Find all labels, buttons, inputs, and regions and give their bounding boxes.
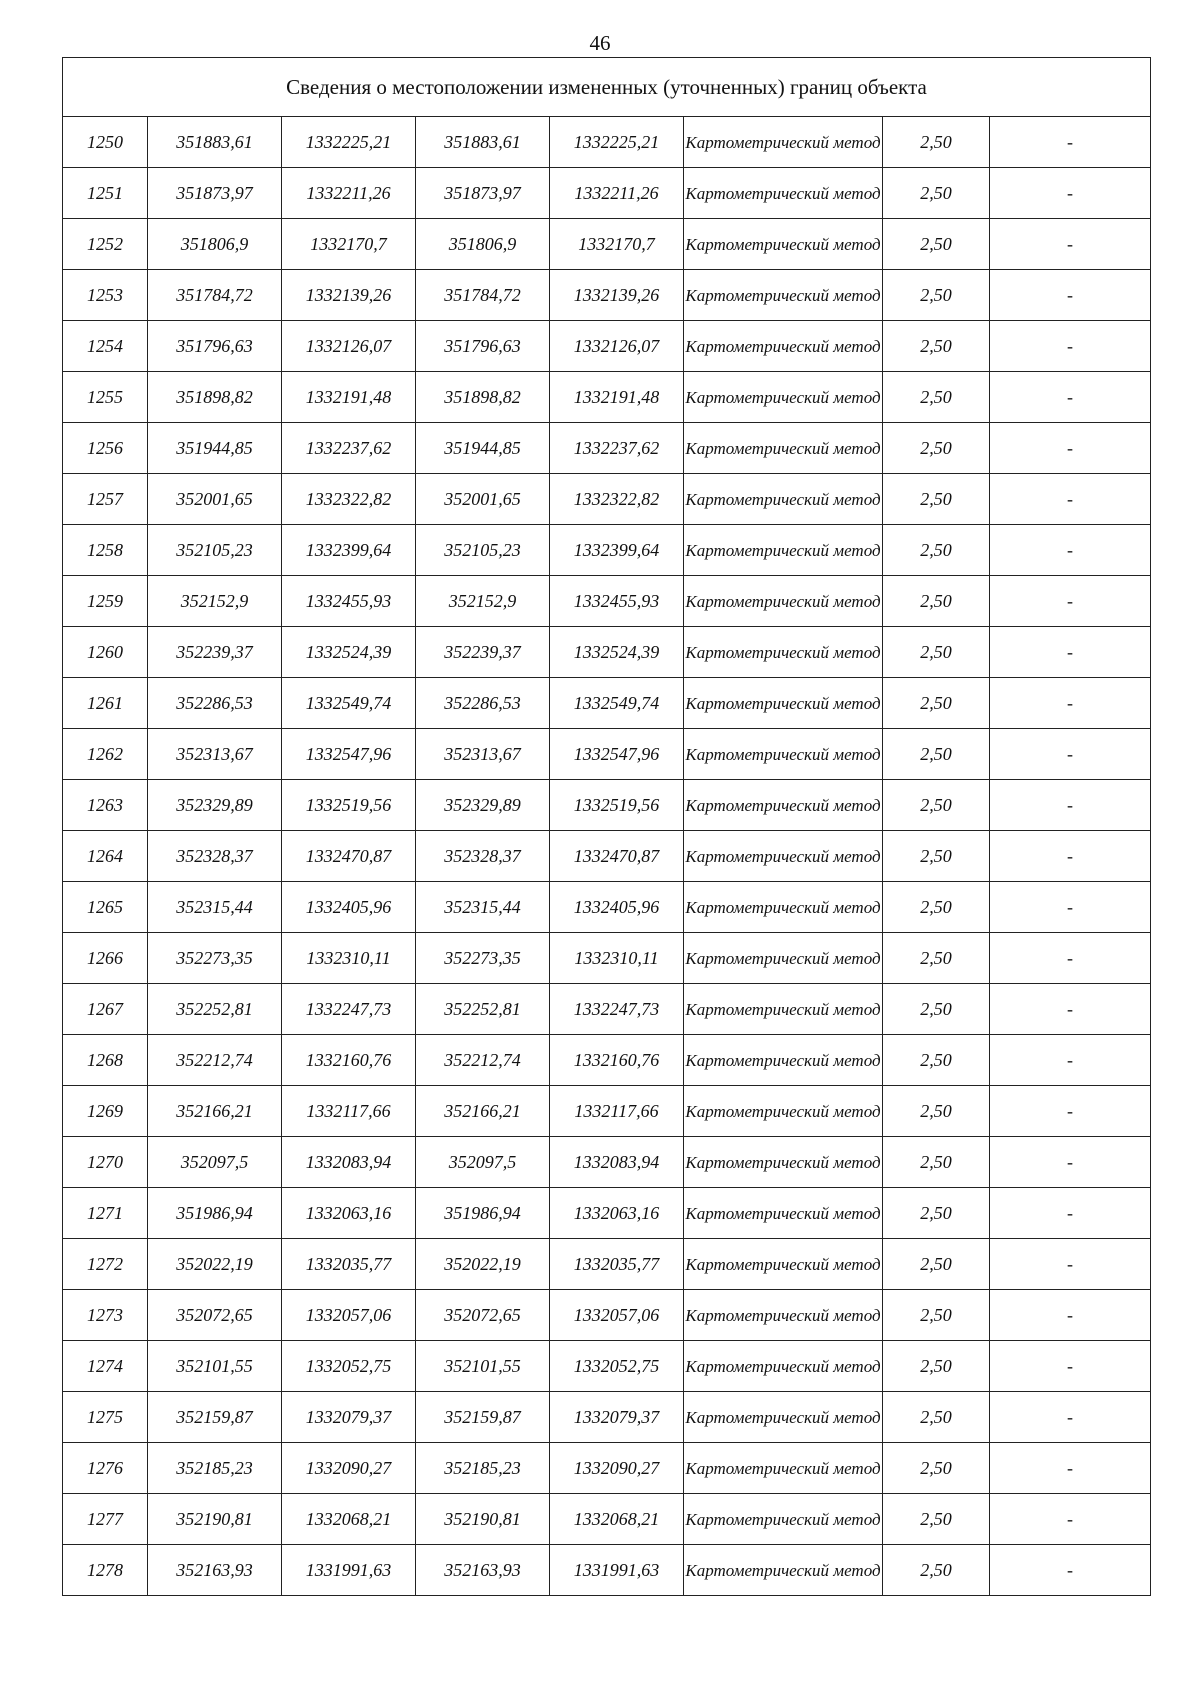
y-refined-cell: 1332139,26 xyxy=(550,270,684,321)
x-existing-cell: 352166,21 xyxy=(148,1086,282,1137)
method-cell: Картометрический метод xyxy=(684,321,883,372)
point-number-cell: 1262 xyxy=(63,729,148,780)
x-refined-cell: 352252,81 xyxy=(416,984,550,1035)
x-existing-cell: 352286,53 xyxy=(148,678,282,729)
y-existing-cell: 1332079,37 xyxy=(282,1392,416,1443)
point-number-cell: 1251 xyxy=(63,168,148,219)
x-existing-cell: 352185,23 xyxy=(148,1443,282,1494)
table-row xyxy=(63,1239,1151,1290)
table-row xyxy=(63,984,1151,1035)
y-refined-cell: 1332160,76 xyxy=(550,1035,684,1086)
method-cell: Картометрический метод xyxy=(684,780,883,831)
precision-cell: 2,50 xyxy=(883,984,990,1035)
description-cell: - xyxy=(990,1494,1151,1545)
point-number-cell: 1257 xyxy=(63,474,148,525)
y-existing-cell: 1332247,73 xyxy=(282,984,416,1035)
description-cell: - xyxy=(990,780,1151,831)
precision-cell: 2,50 xyxy=(883,933,990,984)
table-row xyxy=(63,576,1151,627)
precision-cell: 2,50 xyxy=(883,576,990,627)
y-refined-cell: 1332057,06 xyxy=(550,1290,684,1341)
x-refined-cell: 352022,19 xyxy=(416,1239,550,1290)
y-existing-cell: 1332519,56 xyxy=(282,780,416,831)
precision-cell: 2,50 xyxy=(883,627,990,678)
description-cell: - xyxy=(990,576,1151,627)
y-refined-cell: 1332455,93 xyxy=(550,576,684,627)
point-number-cell: 1274 xyxy=(63,1341,148,1392)
y-refined-cell: 1332470,87 xyxy=(550,831,684,882)
x-existing-cell: 352313,67 xyxy=(148,729,282,780)
precision-cell: 2,50 xyxy=(883,1137,990,1188)
y-refined-cell: 1332126,07 xyxy=(550,321,684,372)
table-row xyxy=(63,678,1151,729)
method-cell: Картометрический метод xyxy=(684,576,883,627)
y-existing-cell: 1332170,7 xyxy=(282,219,416,270)
y-existing-cell: 1332063,16 xyxy=(282,1188,416,1239)
y-existing-cell: 1332470,87 xyxy=(282,831,416,882)
method-cell: Картометрический метод xyxy=(684,1545,883,1596)
method-cell: Картометрический метод xyxy=(684,1392,883,1443)
x-refined-cell: 352286,53 xyxy=(416,678,550,729)
y-existing-cell: 1332090,27 xyxy=(282,1443,416,1494)
y-refined-cell: 1332068,21 xyxy=(550,1494,684,1545)
method-cell: Картометрический метод xyxy=(684,117,883,168)
x-existing-cell: 351873,97 xyxy=(148,168,282,219)
description-cell: - xyxy=(990,933,1151,984)
y-refined-cell: 1332211,26 xyxy=(550,168,684,219)
y-existing-cell: 1332455,93 xyxy=(282,576,416,627)
y-existing-cell: 1332225,21 xyxy=(282,117,416,168)
x-refined-cell: 351883,61 xyxy=(416,117,550,168)
description-cell: - xyxy=(990,1035,1151,1086)
table-row xyxy=(63,933,1151,984)
table-row xyxy=(63,780,1151,831)
table-row xyxy=(63,372,1151,423)
description-cell: - xyxy=(990,270,1151,321)
method-cell: Картометрический метод xyxy=(684,1086,883,1137)
method-cell: Картометрический метод xyxy=(684,1035,883,1086)
y-existing-cell: 1332547,96 xyxy=(282,729,416,780)
x-refined-cell: 352315,44 xyxy=(416,882,550,933)
point-number-cell: 1263 xyxy=(63,780,148,831)
method-cell: Картометрический метод xyxy=(684,882,883,933)
precision-cell: 2,50 xyxy=(883,117,990,168)
method-cell: Картометрический метод xyxy=(684,1341,883,1392)
precision-cell: 2,50 xyxy=(883,270,990,321)
precision-cell: 2,50 xyxy=(883,219,990,270)
description-cell: - xyxy=(990,984,1151,1035)
x-refined-cell: 351796,63 xyxy=(416,321,550,372)
table-caption-row xyxy=(63,58,1151,117)
point-number-cell: 1277 xyxy=(63,1494,148,1545)
description-cell: - xyxy=(990,1290,1151,1341)
method-cell: Картометрический метод xyxy=(684,1188,883,1239)
x-refined-cell: 352101,55 xyxy=(416,1341,550,1392)
y-existing-cell: 1332117,66 xyxy=(282,1086,416,1137)
x-existing-cell: 352273,35 xyxy=(148,933,282,984)
point-number-cell: 1273 xyxy=(63,1290,148,1341)
x-refined-cell: 352328,37 xyxy=(416,831,550,882)
point-number-cell: 1275 xyxy=(63,1392,148,1443)
x-existing-cell: 352315,44 xyxy=(148,882,282,933)
x-refined-cell: 352105,23 xyxy=(416,525,550,576)
precision-cell: 2,50 xyxy=(883,1290,990,1341)
method-cell: Картометрический метод xyxy=(684,270,883,321)
y-refined-cell: 1332225,21 xyxy=(550,117,684,168)
y-existing-cell: 1332126,07 xyxy=(282,321,416,372)
x-refined-cell: 352072,65 xyxy=(416,1290,550,1341)
point-number-cell: 1259 xyxy=(63,576,148,627)
description-cell: - xyxy=(990,1392,1151,1443)
table-row xyxy=(63,525,1151,576)
x-refined-cell: 352190,81 xyxy=(416,1494,550,1545)
description-cell: - xyxy=(990,321,1151,372)
y-refined-cell: 1332090,27 xyxy=(550,1443,684,1494)
description-cell: - xyxy=(990,1239,1151,1290)
point-number-cell: 1255 xyxy=(63,372,148,423)
point-number-cell: 1271 xyxy=(63,1188,148,1239)
point-number-cell: 1258 xyxy=(63,525,148,576)
x-existing-cell: 351898,82 xyxy=(148,372,282,423)
point-number-cell: 1267 xyxy=(63,984,148,1035)
point-number-cell: 1264 xyxy=(63,831,148,882)
y-refined-cell: 1332035,77 xyxy=(550,1239,684,1290)
method-cell: Картометрический метод xyxy=(684,1290,883,1341)
x-existing-cell: 351784,72 xyxy=(148,270,282,321)
method-cell: Картометрический метод xyxy=(684,168,883,219)
precision-cell: 2,50 xyxy=(883,831,990,882)
point-number-cell: 1272 xyxy=(63,1239,148,1290)
y-refined-cell: 1332247,73 xyxy=(550,984,684,1035)
y-existing-cell: 1332035,77 xyxy=(282,1239,416,1290)
description-cell: - xyxy=(990,882,1151,933)
x-existing-cell: 352105,23 xyxy=(148,525,282,576)
x-refined-cell: 352097,5 xyxy=(416,1137,550,1188)
description-cell: - xyxy=(990,1188,1151,1239)
y-existing-cell: 1332068,21 xyxy=(282,1494,416,1545)
x-refined-cell: 352159,87 xyxy=(416,1392,550,1443)
y-refined-cell: 1332322,82 xyxy=(550,474,684,525)
description-cell: - xyxy=(990,831,1151,882)
x-existing-cell: 351796,63 xyxy=(148,321,282,372)
x-refined-cell: 351944,85 xyxy=(416,423,550,474)
precision-cell: 2,50 xyxy=(883,168,990,219)
method-cell: Картометрический метод xyxy=(684,933,883,984)
x-existing-cell: 352190,81 xyxy=(148,1494,282,1545)
point-number-cell: 1276 xyxy=(63,1443,148,1494)
point-number-cell: 1278 xyxy=(63,1545,148,1596)
x-refined-cell: 352001,65 xyxy=(416,474,550,525)
table-row xyxy=(63,474,1151,525)
y-existing-cell: 1332191,48 xyxy=(282,372,416,423)
precision-cell: 2,50 xyxy=(883,1545,990,1596)
description-cell: - xyxy=(990,525,1151,576)
table-body xyxy=(63,58,1151,1596)
x-existing-cell: 352329,89 xyxy=(148,780,282,831)
description-cell: - xyxy=(990,729,1151,780)
method-cell: Картометрический метод xyxy=(684,1443,883,1494)
description-cell: - xyxy=(990,168,1151,219)
x-refined-cell: 352273,35 xyxy=(416,933,550,984)
page-number: 46 xyxy=(589,31,611,55)
x-existing-cell: 351986,94 xyxy=(148,1188,282,1239)
point-number-cell: 1261 xyxy=(63,678,148,729)
y-existing-cell: 1332310,11 xyxy=(282,933,416,984)
description-cell: - xyxy=(990,627,1151,678)
precision-cell: 2,50 xyxy=(883,1494,990,1545)
x-existing-cell: 351806,9 xyxy=(148,219,282,270)
x-existing-cell: 352152,9 xyxy=(148,576,282,627)
x-existing-cell: 352163,93 xyxy=(148,1545,282,1596)
boundary-coordinates-table xyxy=(62,57,1151,1596)
precision-cell: 2,50 xyxy=(883,474,990,525)
precision-cell: 2,50 xyxy=(883,729,990,780)
table-row xyxy=(63,423,1151,474)
point-number-cell: 1268 xyxy=(63,1035,148,1086)
table-caption: Сведения о местоположении измененных (уточненных) границ объекта xyxy=(63,58,1151,117)
y-existing-cell: 1332052,75 xyxy=(282,1341,416,1392)
x-refined-cell: 352185,23 xyxy=(416,1443,550,1494)
y-existing-cell: 1332057,06 xyxy=(282,1290,416,1341)
precision-cell: 2,50 xyxy=(883,882,990,933)
table-row xyxy=(63,1035,1151,1086)
precision-cell: 2,50 xyxy=(883,780,990,831)
method-cell: Картометрический метод xyxy=(684,729,883,780)
y-existing-cell: 1332399,64 xyxy=(282,525,416,576)
method-cell: Картометрический метод xyxy=(684,831,883,882)
method-cell: Картометрический метод xyxy=(684,525,883,576)
point-number-cell: 1250 xyxy=(63,117,148,168)
x-refined-cell: 351873,97 xyxy=(416,168,550,219)
y-refined-cell: 1332519,56 xyxy=(550,780,684,831)
y-existing-cell: 1332549,74 xyxy=(282,678,416,729)
x-refined-cell: 351784,72 xyxy=(416,270,550,321)
y-refined-cell: 1332237,62 xyxy=(550,423,684,474)
point-number-cell: 1269 xyxy=(63,1086,148,1137)
y-existing-cell: 1332083,94 xyxy=(282,1137,416,1188)
y-refined-cell: 1332191,48 xyxy=(550,372,684,423)
method-cell: Картометрический метод xyxy=(684,219,883,270)
table-row xyxy=(63,1443,1151,1494)
method-cell: Картометрический метод xyxy=(684,1494,883,1545)
method-cell: Картометрический метод xyxy=(684,678,883,729)
description-cell: - xyxy=(990,423,1151,474)
table-row xyxy=(63,627,1151,678)
description-cell: - xyxy=(990,1137,1151,1188)
table-row xyxy=(63,1494,1151,1545)
description-cell: - xyxy=(990,1086,1151,1137)
x-refined-cell: 352152,9 xyxy=(416,576,550,627)
y-refined-cell: 1332399,64 xyxy=(550,525,684,576)
description-cell: - xyxy=(990,474,1151,525)
x-existing-cell: 352022,19 xyxy=(148,1239,282,1290)
y-refined-cell: 1332170,7 xyxy=(550,219,684,270)
y-refined-cell: 1332310,11 xyxy=(550,933,684,984)
x-existing-cell: 352001,65 xyxy=(148,474,282,525)
y-existing-cell: 1332237,62 xyxy=(282,423,416,474)
x-existing-cell: 351944,85 xyxy=(148,423,282,474)
x-existing-cell: 352252,81 xyxy=(148,984,282,1035)
precision-cell: 2,50 xyxy=(883,1239,990,1290)
x-refined-cell: 352212,74 xyxy=(416,1035,550,1086)
table-row xyxy=(63,1188,1151,1239)
x-existing-cell: 352212,74 xyxy=(148,1035,282,1086)
y-existing-cell: 1332160,76 xyxy=(282,1035,416,1086)
y-existing-cell: 1332405,96 xyxy=(282,882,416,933)
x-existing-cell: 351883,61 xyxy=(148,117,282,168)
precision-cell: 2,50 xyxy=(883,525,990,576)
x-existing-cell: 352072,65 xyxy=(148,1290,282,1341)
point-number-cell: 1270 xyxy=(63,1137,148,1188)
table-row xyxy=(63,1137,1151,1188)
y-refined-cell: 1332052,75 xyxy=(550,1341,684,1392)
y-existing-cell: 1332139,26 xyxy=(282,270,416,321)
y-refined-cell: 1332405,96 xyxy=(550,882,684,933)
table-row xyxy=(63,117,1151,168)
description-cell: - xyxy=(990,219,1151,270)
y-existing-cell: 1332524,39 xyxy=(282,627,416,678)
x-refined-cell: 352313,67 xyxy=(416,729,550,780)
table-row xyxy=(63,1086,1151,1137)
table-row xyxy=(63,270,1151,321)
precision-cell: 2,50 xyxy=(883,1392,990,1443)
point-number-cell: 1254 xyxy=(63,321,148,372)
x-refined-cell: 351986,94 xyxy=(416,1188,550,1239)
table-row xyxy=(63,168,1151,219)
point-number-cell: 1253 xyxy=(63,270,148,321)
description-cell: - xyxy=(990,1443,1151,1494)
precision-cell: 2,50 xyxy=(883,1188,990,1239)
y-refined-cell: 1331991,63 xyxy=(550,1545,684,1596)
y-refined-cell: 1332083,94 xyxy=(550,1137,684,1188)
y-refined-cell: 1332063,16 xyxy=(550,1188,684,1239)
precision-cell: 2,50 xyxy=(883,1086,990,1137)
precision-cell: 2,50 xyxy=(883,372,990,423)
x-refined-cell: 351898,82 xyxy=(416,372,550,423)
y-existing-cell: 1332322,82 xyxy=(282,474,416,525)
x-refined-cell: 351806,9 xyxy=(416,219,550,270)
y-refined-cell: 1332549,74 xyxy=(550,678,684,729)
y-refined-cell: 1332547,96 xyxy=(550,729,684,780)
table-row xyxy=(63,321,1151,372)
x-existing-cell: 352101,55 xyxy=(148,1341,282,1392)
point-number-cell: 1260 xyxy=(63,627,148,678)
method-cell: Картометрический метод xyxy=(684,984,883,1035)
x-existing-cell: 352097,5 xyxy=(148,1137,282,1188)
table-row xyxy=(63,882,1151,933)
point-number-cell: 1266 xyxy=(63,933,148,984)
method-cell: Картометрический метод xyxy=(684,423,883,474)
precision-cell: 2,50 xyxy=(883,1341,990,1392)
precision-cell: 2,50 xyxy=(883,678,990,729)
table-row xyxy=(63,1545,1151,1596)
method-cell: Картометрический метод xyxy=(684,627,883,678)
point-number-cell: 1256 xyxy=(63,423,148,474)
x-existing-cell: 352159,87 xyxy=(148,1392,282,1443)
description-cell: - xyxy=(990,678,1151,729)
point-number-cell: 1265 xyxy=(63,882,148,933)
x-existing-cell: 352328,37 xyxy=(148,831,282,882)
y-existing-cell: 1331991,63 xyxy=(282,1545,416,1596)
description-cell: - xyxy=(990,1341,1151,1392)
table-row xyxy=(63,219,1151,270)
x-refined-cell: 352239,37 xyxy=(416,627,550,678)
x-refined-cell: 352163,93 xyxy=(416,1545,550,1596)
y-refined-cell: 1332079,37 xyxy=(550,1392,684,1443)
table-row xyxy=(63,1290,1151,1341)
point-number-cell: 1252 xyxy=(63,219,148,270)
x-existing-cell: 352239,37 xyxy=(148,627,282,678)
table-row xyxy=(63,1341,1151,1392)
table-row xyxy=(63,831,1151,882)
precision-cell: 2,50 xyxy=(883,423,990,474)
y-refined-cell: 1332524,39 xyxy=(550,627,684,678)
y-refined-cell: 1332117,66 xyxy=(550,1086,684,1137)
precision-cell: 2,50 xyxy=(883,1035,990,1086)
method-cell: Картометрический метод xyxy=(684,474,883,525)
method-cell: Картометрический метод xyxy=(684,1137,883,1188)
description-cell: - xyxy=(990,1545,1151,1596)
method-cell: Картометрический метод xyxy=(684,1239,883,1290)
x-refined-cell: 352166,21 xyxy=(416,1086,550,1137)
method-cell: Картометрический метод xyxy=(684,372,883,423)
x-refined-cell: 352329,89 xyxy=(416,780,550,831)
description-cell: - xyxy=(990,372,1151,423)
description-cell: - xyxy=(990,117,1151,168)
table-row xyxy=(63,1392,1151,1443)
table-row xyxy=(63,729,1151,780)
y-existing-cell: 1332211,26 xyxy=(282,168,416,219)
precision-cell: 2,50 xyxy=(883,1443,990,1494)
precision-cell: 2,50 xyxy=(883,321,990,372)
